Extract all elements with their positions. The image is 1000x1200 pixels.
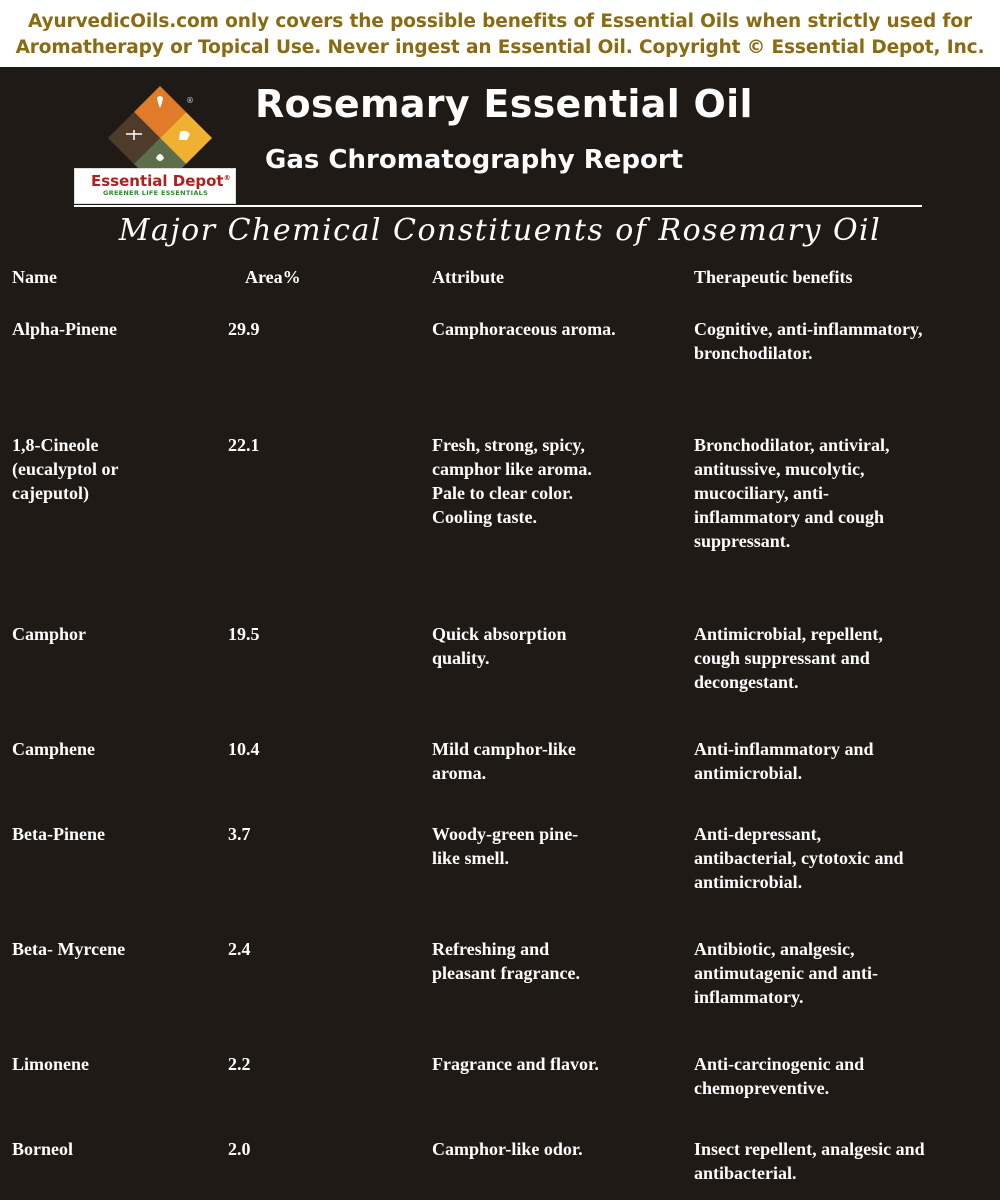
cell-name: Limonene <box>12 1054 90 1074</box>
page-title: Rosemary Essential Oil <box>255 82 753 126</box>
cell-attribute: Fresh, strong, spicy, camphor like aroma. Pale to clear color. Cooling taste. <box>432 435 592 527</box>
cell-attribute: Camphoraceous aroma. <box>432 319 616 339</box>
cell-attribute: Camphor-like odor. <box>432 1139 583 1159</box>
disclaimer-line-1: AyurvedicOils.com only covers the possible benefits of Essential Oils when strictly used for <box>27 11 973 32</box>
cell-name: Camphor <box>12 624 87 644</box>
cell-area: 29.9 <box>228 319 260 339</box>
cell-area: 2.2 <box>228 1054 251 1074</box>
cell-attribute: Mild camphor-like aroma. <box>432 739 576 783</box>
column-header-name: Name <box>12 267 57 287</box>
cell-attribute: Quick absorption quality. <box>432 624 567 668</box>
cell-benefits: Antimicrobial, repellent, cough suppressant and decongestant. <box>694 624 883 692</box>
cell-benefits: Anti-carcinogenic and chemopreventive. <box>694 1054 865 1098</box>
cell-attribute: Woody-green pine- like smell. <box>432 824 579 868</box>
cell-benefits: Anti-inflammatory and antimicrobial. <box>694 739 874 783</box>
cell-name: Beta- Myrcene <box>12 939 126 959</box>
disclaimer-line-2: Aromatherapy or Topical Use. Never ingest an Essential Oil. Copyright © Essential Depot, Inc. <box>15 37 985 58</box>
cell-area: 2.4 <box>228 939 251 959</box>
cell-benefits: Insect repellent, analgesic and antibacterial. <box>694 1139 925 1183</box>
brand-badge <box>74 168 236 204</box>
cell-name: Beta-Pinene <box>12 824 105 844</box>
cell-name: Camphene <box>12 739 96 759</box>
cell-area: 22.1 <box>228 435 260 455</box>
registered-mark: ® <box>186 96 194 105</box>
cell-area: 19.5 <box>228 624 260 644</box>
brand-name: Essential Depot® <box>91 172 231 190</box>
header-divider <box>74 205 922 207</box>
cell-name: 1,8-Cineole (eucalyptol or cajeputol) <box>12 435 119 503</box>
cell-benefits: Cognitive, anti-inflammatory, bronchodilator. <box>694 319 923 363</box>
cell-area: 2.0 <box>228 1139 251 1159</box>
cell-name: Borneol <box>12 1139 73 1159</box>
cell-attribute: Refreshing and pleasant fragrance. <box>432 939 580 983</box>
cell-attribute: Fragrance and flavor. <box>432 1054 599 1074</box>
cell-benefits: Bronchodilator, antiviral, antitussive, mucolytic, mucociliary, anti- inflammatory and cough suppressant. <box>694 435 890 551</box>
section-heading: Major Chemical Constituents of Rosemary Oil <box>118 213 882 248</box>
cell-benefits: Antibiotic, analgesic, antimutagenic and anti- inflammatory. <box>694 939 879 1007</box>
disclaimer-banner <box>0 0 1000 67</box>
essential-depot-logo <box>74 82 236 204</box>
column-header-attribute: Attribute <box>432 267 504 287</box>
cell-name: Alpha-Pinene <box>12 319 118 339</box>
brand-tagline: GREENER LIFE ESSENTIALS <box>103 189 209 197</box>
cell-area: 10.4 <box>228 739 260 759</box>
column-header-benefits: Therapeutic benefits <box>694 267 853 287</box>
column-header-area: Area% <box>245 267 301 287</box>
page-subtitle: Gas Chromatography Report <box>265 145 684 175</box>
cell-benefits: Anti-depressant, antibacterial, cytotoxic and antimicrobial. <box>694 824 904 892</box>
cell-area: 3.7 <box>228 824 251 844</box>
